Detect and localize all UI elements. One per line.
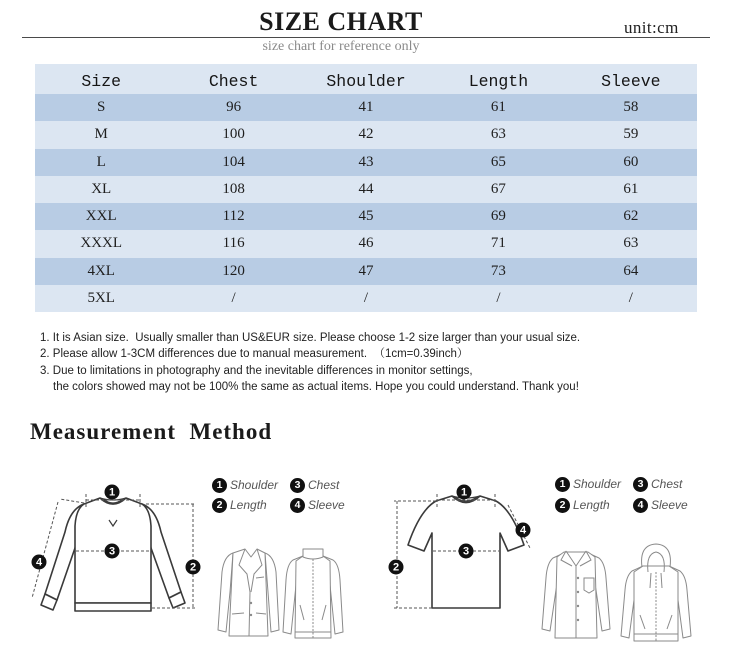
shirt-button bbox=[577, 591, 579, 593]
legend-label: Shoulder bbox=[230, 478, 279, 492]
sweater-icon bbox=[15, 462, 215, 647]
shoulder-cell: 44 bbox=[358, 180, 374, 197]
table-row bbox=[35, 121, 697, 148]
table-row bbox=[35, 230, 697, 257]
note-3: 3. Due to limitations in photography and the inevitable differences in monitor settings, bbox=[40, 364, 473, 377]
legend-number: 1 bbox=[212, 478, 227, 493]
sleeve-cell: 62 bbox=[623, 208, 639, 225]
shoulder-cell: 42 bbox=[358, 126, 374, 143]
note-2: 2. Please allow 1-3CM differences due to manual measurement. （1cm=0.39inch） bbox=[40, 348, 469, 361]
shirt-button bbox=[577, 605, 579, 607]
length-cell: 65 bbox=[490, 153, 506, 170]
marker-sleeve bbox=[516, 523, 531, 538]
table-row bbox=[35, 285, 697, 312]
table-header-row bbox=[35, 64, 697, 94]
marker-number: 2 bbox=[189, 561, 197, 574]
table-row bbox=[35, 149, 697, 176]
chest-cell: 100 bbox=[222, 126, 245, 143]
note-1: 1. It is Asian size. Usually smaller than US&EUR size. Please choose 1-2 size larger than your usual size. bbox=[40, 332, 581, 344]
marker-shoulder bbox=[105, 485, 120, 500]
sleeve-cell: / bbox=[628, 289, 633, 306]
coat-icon bbox=[280, 545, 348, 645]
shoulder-cell: 43 bbox=[358, 153, 374, 170]
marker-number: 3 bbox=[108, 545, 116, 558]
hoodie-icon bbox=[616, 542, 696, 645]
size-cell: 5XL bbox=[87, 289, 115, 306]
legend-shoulder bbox=[212, 477, 278, 493]
unit-label: unit:cm bbox=[624, 18, 679, 37]
table-row bbox=[35, 203, 697, 230]
sleeve-cell: 60 bbox=[623, 153, 639, 170]
legend-number: 1 bbox=[555, 477, 570, 492]
legend-length bbox=[555, 497, 610, 513]
legend-number: 4 bbox=[633, 498, 648, 513]
legend-number: 3 bbox=[290, 478, 305, 493]
sleeve-cell: 64 bbox=[623, 262, 639, 279]
size-table bbox=[35, 64, 697, 312]
sleeve-cell: 61 bbox=[623, 180, 639, 197]
chest-cell: 112 bbox=[222, 208, 245, 225]
legend-label: Length bbox=[573, 498, 610, 512]
table-row bbox=[35, 258, 697, 285]
legend-chest bbox=[290, 477, 339, 493]
length-cell: 61 bbox=[490, 99, 506, 116]
column-header-chest: Chest bbox=[208, 72, 259, 91]
shirt-button bbox=[577, 619, 579, 621]
size-cell: XL bbox=[91, 180, 112, 197]
chest-cell: 116 bbox=[222, 235, 245, 252]
legend-shoulder bbox=[555, 476, 621, 492]
legend-number: 2 bbox=[212, 498, 227, 513]
chest-cell: 108 bbox=[222, 180, 245, 197]
jacket-icon bbox=[212, 545, 282, 645]
notes-section bbox=[40, 330, 580, 396]
shoulder-cell: 47 bbox=[358, 262, 374, 279]
marker-sleeve bbox=[32, 555, 47, 570]
table-row bbox=[35, 176, 697, 203]
length-cell: 63 bbox=[490, 126, 506, 143]
shoulder-cell: 41 bbox=[358, 99, 374, 116]
length-cell: 69 bbox=[490, 208, 506, 225]
legend-label: Chest bbox=[308, 478, 340, 492]
marker-length bbox=[186, 560, 201, 575]
chest-cell: 104 bbox=[222, 153, 245, 170]
size-cell: 4XL bbox=[87, 262, 115, 279]
column-header-sleeve: Sleeve bbox=[601, 72, 661, 91]
size-cell: M bbox=[94, 126, 108, 143]
shirt-button bbox=[577, 577, 579, 579]
page-title: SIZE CHART bbox=[259, 7, 423, 36]
table-row bbox=[35, 94, 697, 121]
legend-sleeve bbox=[290, 497, 345, 513]
note-3-continued: the colors showed may not be 100% the same as actual items. Hope you could understand. Thank you! bbox=[53, 381, 579, 394]
page-subtitle: size chart for reference only bbox=[262, 39, 420, 54]
title-divider bbox=[22, 37, 710, 38]
coat-collar bbox=[303, 549, 323, 559]
marker-chest bbox=[105, 544, 120, 559]
shoulder-cell: / bbox=[363, 289, 369, 306]
jacket-body bbox=[229, 549, 268, 636]
sleeve-cell: 58 bbox=[623, 99, 639, 116]
legend-number: 2 bbox=[555, 498, 570, 513]
legend-label: Sleeve bbox=[651, 498, 688, 512]
marker-length bbox=[389, 560, 404, 575]
legend-label: Shoulder bbox=[573, 477, 622, 491]
marker-number: 2 bbox=[392, 561, 400, 574]
legend-sleeve bbox=[633, 497, 688, 513]
legend-label: Sleeve bbox=[308, 498, 345, 512]
length-cell: 71 bbox=[490, 235, 506, 252]
length-cell: / bbox=[496, 289, 501, 306]
size-cell: XXXL bbox=[80, 235, 123, 252]
size-cell: L bbox=[96, 153, 106, 170]
sleeve-cell: 63 bbox=[623, 235, 639, 252]
marker-shoulder bbox=[457, 485, 472, 500]
legend-label: Length bbox=[230, 498, 267, 512]
shirt-icon bbox=[538, 545, 618, 645]
marker-number: 1 bbox=[108, 486, 116, 499]
legend-length bbox=[212, 497, 267, 513]
column-header-shoulder: Shoulder bbox=[326, 72, 406, 91]
legend-chest bbox=[633, 476, 682, 492]
jacket-button bbox=[250, 602, 252, 604]
shoulder-cell: 46 bbox=[358, 235, 374, 252]
shoulder-cell: 45 bbox=[358, 208, 374, 225]
legend-label: Chest bbox=[651, 477, 683, 491]
legend-number: 4 bbox=[290, 498, 305, 513]
measurement-method-title: Measurement Method bbox=[30, 419, 273, 444]
chest-cell: 96 bbox=[226, 99, 242, 116]
column-header-size: Size bbox=[81, 72, 121, 91]
chest-cell: / bbox=[231, 289, 236, 306]
column-header-length: Length bbox=[468, 72, 529, 91]
marker-number: 4 bbox=[35, 556, 43, 569]
chest-cell: 120 bbox=[222, 262, 245, 279]
tshirt-icon bbox=[382, 462, 540, 647]
marker-number: 4 bbox=[519, 524, 527, 537]
legend-number: 3 bbox=[633, 477, 648, 492]
length-cell: 73 bbox=[490, 262, 506, 279]
sleeve-cell: 59 bbox=[623, 126, 639, 143]
size-cell: XXL bbox=[85, 208, 117, 225]
marker-chest bbox=[459, 544, 474, 559]
jacket-button bbox=[250, 614, 252, 616]
marker-number: 1 bbox=[460, 486, 468, 499]
marker-number: 3 bbox=[462, 545, 470, 558]
length-cell: 67 bbox=[490, 180, 506, 197]
size-cell: S bbox=[97, 99, 106, 116]
sweater-hem bbox=[75, 603, 151, 611]
